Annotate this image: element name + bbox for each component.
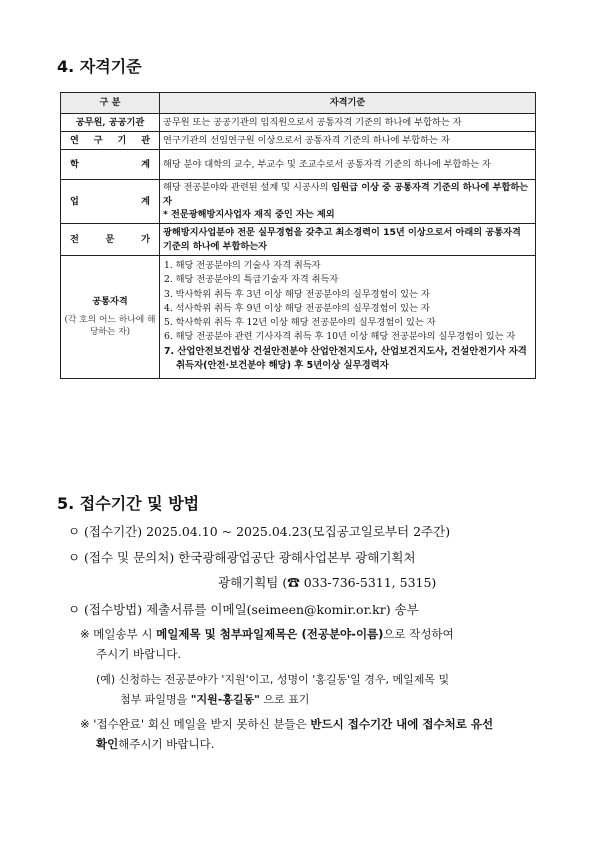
confirm-note-suffix: 해주시기 바랍니다. bbox=[118, 737, 215, 751]
header-category: 구 분 bbox=[61, 93, 160, 114]
example-text-end: 으로 표기 bbox=[259, 693, 310, 706]
mail-note-suffix: 으로 작성하여 bbox=[383, 627, 454, 641]
category-label: 전 문 가 bbox=[70, 233, 150, 245]
list-item: 7. 산업안전보건법상 건설안전분야 산업안전지도사, 산업보건지도사, 건설안전기사 자격 취득자(안전·보건분야 해당) 후 5년이상 실무경력자 bbox=[164, 345, 527, 372]
category-cell bbox=[61, 256, 160, 379]
contact-line-2: 광해기획팀 (☎ 033-736-5311, 5315) bbox=[218, 575, 437, 590]
confirm-note-emphasis-2: 확인 bbox=[96, 737, 119, 751]
mail-note-prefix: ※ 메일송부 시 bbox=[80, 627, 157, 641]
criteria-cell: 해당 분야 대학의 교수, 부교수 및 조교수로서 공통자격 기준의 하나에 부합하는 자 bbox=[160, 150, 536, 180]
category-label: 학 계 bbox=[70, 158, 150, 170]
category-cell bbox=[61, 224, 160, 256]
example-filename: "지원-홍길동" bbox=[190, 693, 260, 706]
table-row bbox=[61, 256, 536, 379]
criteria-emphasis: 임원급 이상 중 공통자격 기준의 하나에 부합하는 자 bbox=[163, 182, 529, 207]
contact-line-1: ㅇ (접수 및 문의처) 한국광해광업공단 광해사업본부 광해기획처 bbox=[68, 550, 416, 565]
mail-note-end: 주시기 바랍니다. bbox=[96, 647, 182, 661]
header-criteria: 자격기준 bbox=[160, 93, 536, 114]
table-row bbox=[61, 132, 536, 150]
table-header-row bbox=[61, 93, 536, 114]
receipt-period: ㅇ (접수기간) 2025.04.10 ~ 2025.04.23(모집공고일로부터 2주간) bbox=[68, 524, 451, 539]
criteria-cell: 공무원 또는 공공기관의 임직원으로서 공통자격 기준의 하나에 부합하는 자 bbox=[160, 114, 536, 132]
table-row bbox=[61, 114, 536, 132]
table-row bbox=[61, 224, 536, 256]
list-item: 5. 학사학위 취득 후 12년 이상 해당 전공분야의 실무경험이 있는 자 bbox=[164, 317, 436, 328]
criteria-cell bbox=[160, 180, 536, 224]
example-text: 첨부 파일명을 bbox=[120, 693, 191, 706]
mail-note-emphasis: 메일제목 및 첨부파일제목은 (전공분야-이름) bbox=[156, 627, 384, 641]
list-item: 4. 석사학위 취득 후 9년 이상 해당 전공분야의 실무경험이 있는 자 bbox=[164, 302, 430, 314]
criteria-exclusion: * 전문광해방지사업자 재직 중인 자는 제외 bbox=[163, 209, 335, 221]
common-criteria-list bbox=[164, 259, 531, 374]
confirm-note-end bbox=[96, 736, 214, 752]
criteria-text: 해당 전공분야와 관련된 설계 및 시공사의 bbox=[163, 182, 332, 194]
list-item: 3. 박사학위 취득 후 3년 이상 해당 전공분야의 실무경험이 있는 자 bbox=[164, 288, 430, 300]
qualification-table bbox=[60, 92, 536, 379]
example-line-2 bbox=[120, 691, 309, 707]
list-item: 6. 해당 전공분야 관련 기사자격 취득 후 10년 이상 해당 전공분야의 실무경험이 있는 자 bbox=[164, 331, 516, 343]
category-cell: 공무원, 공공기관 bbox=[61, 114, 160, 132]
submission-method: ㅇ (접수방법) 제출서류를 이메일(seimeen@komir.or.kr) 송부 bbox=[68, 602, 419, 617]
confirm-note-prefix: ※ '접수완료' 회신 메일을 받지 못하신 분들은 bbox=[80, 717, 311, 731]
section-4-title: 4. 자격기준 bbox=[57, 57, 142, 76]
criteria-cell: 연구기관의 선임연구원 이상으로서 공통자격 기준의 하나에 부합하는 자 bbox=[160, 132, 536, 150]
list-item: 2. 해당 전공분야의 특급기술자 자격 취득자 bbox=[164, 274, 339, 286]
confirm-note-emphasis: 반드시 접수기간 내에 접수처로 유선 bbox=[310, 717, 494, 731]
section-5-title: 5. 접수기간 및 방법 bbox=[57, 494, 200, 513]
category-cell bbox=[61, 180, 160, 224]
table-row bbox=[61, 180, 536, 224]
category-label: 업 계 bbox=[70, 195, 150, 207]
table-row bbox=[61, 150, 536, 180]
common-category-note: (각 호의 어느 하나에 해당하는 자) bbox=[64, 314, 156, 337]
mail-note bbox=[80, 626, 454, 642]
criteria-cell: 광해방지사업분야 전문 실무경험을 갖추고 최소경력이 15년 이상으로서 아래의 공통자격 기준의 하나에 부합하는자 bbox=[160, 224, 536, 256]
category-cell bbox=[61, 132, 160, 150]
list-item: 1. 해당 전공분야의 기술사 자격 취득자 bbox=[164, 260, 321, 271]
confirm-note bbox=[80, 716, 493, 732]
category-cell bbox=[61, 150, 160, 180]
example-line-1: (예) 신청하는 전공분야가 '지원'이고, 성명이 '홍길동'일 경우, 메일제목 및 bbox=[96, 673, 450, 686]
category-label: 연 구 기 관 bbox=[70, 134, 150, 146]
criteria-cell bbox=[160, 256, 536, 379]
common-category-label: 공통자격 bbox=[92, 296, 128, 308]
